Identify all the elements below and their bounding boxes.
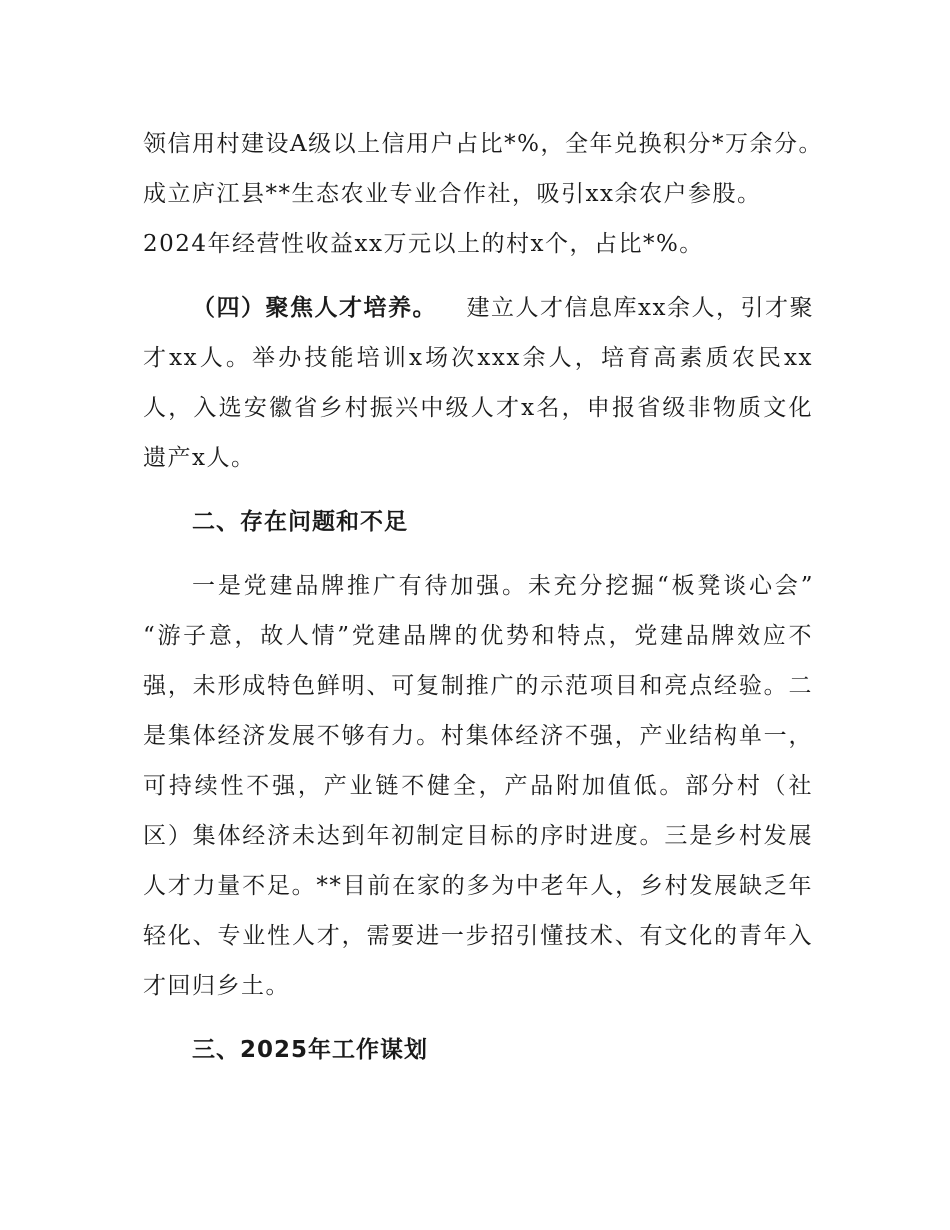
paragraph-3-line-7: 人才力量不足。**目前在家的多为中老年人，乡村发展缺乏年 (143, 873, 813, 899)
section-3-heading: 三、2025年工作谋划 (192, 1037, 429, 1063)
paragraph-3-line-9: 才回归乡土。 (143, 973, 290, 999)
paragraph-3-line-1: 一是党建品牌推广有待加强。未充分挖掘“板凳谈心会” (192, 573, 814, 599)
paragraph-1-line-1: 领信用村建设A级以上信用户占比*%，全年兑换积分*万余分。 (143, 131, 823, 157)
paragraph-3-line-5: 可持续性不强，产业链不健全，产品附加值低。部分村（社 (143, 773, 813, 799)
paragraph-2-line-1 (192, 282, 814, 334)
paragraph-3-line-3: 强，未形成特色鲜明、可复制推广的示范项目和亮点经验。二 (143, 673, 813, 699)
paragraph-2-line-1-rest: 建立人才信息库xx余人，引才聚 (466, 295, 814, 321)
paragraph-3-line-2: “游子意，故人情”党建品牌的优势和特点，党建品牌效应不 (143, 623, 813, 649)
paragraph-2-line-4: 遗产x人。 (143, 445, 256, 471)
paragraph-3-line-8: 轻化、专业性人才，需要进一步招引懂技术、有文化的青年入 (143, 923, 813, 949)
paragraph-3-line-6: 区）集体经济未达到年初制定目标的序时进度。三是乡村发展 (143, 823, 813, 849)
paragraph-3-line-4: 是集体经济发展不够有力。村集体经济不强，产业结构单一， (143, 723, 813, 749)
paragraph-2-line-3: 人，入选安徽省乡村振兴中级人才x名，申报省级非物质文化 (143, 395, 813, 421)
paragraph-2-lead: （四）聚焦人才培养。 (192, 295, 437, 321)
section-2-heading: 二、存在问题和不足 (192, 509, 408, 535)
paragraph-1-line-2: 成立庐江县**生态农业专业合作社，吸引xx余农户参股。 (143, 181, 762, 207)
paragraph-1-line-3: 2024年经营性收益xx万元以上的村x个，占比*%。 (143, 231, 704, 257)
paragraph-2-line-2: 才xx人。举办技能培训x场次xxx余人，培育高素质农民xx (143, 345, 813, 371)
